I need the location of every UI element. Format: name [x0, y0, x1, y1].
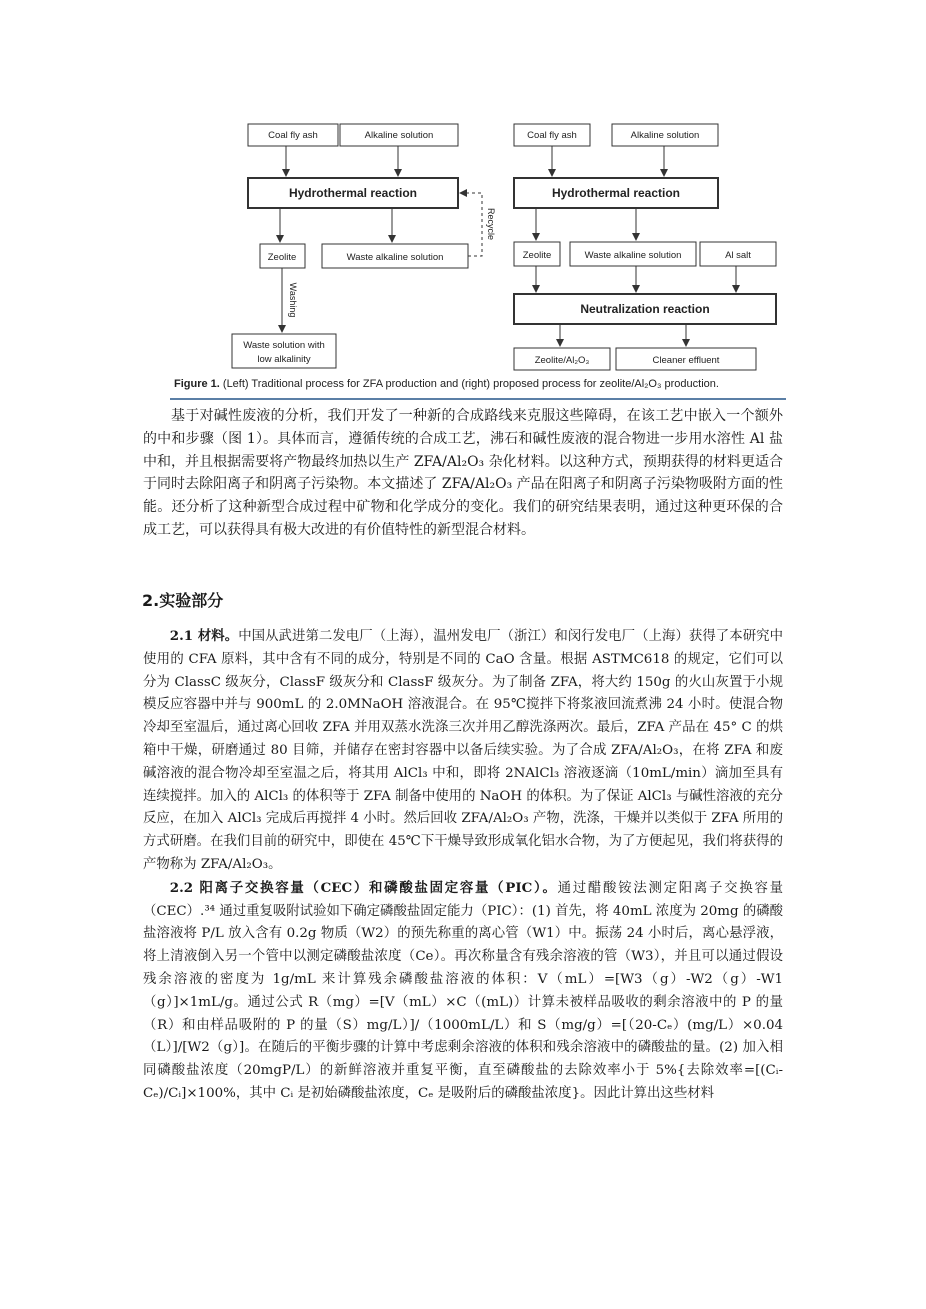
label-al-salt-right: Al salt	[725, 250, 751, 261]
label-recycle: Recycle	[486, 207, 496, 241]
figure-caption-label: Figure 1.	[174, 378, 220, 390]
paragraph-2-1	[143, 625, 783, 877]
figure-caption	[174, 378, 786, 390]
paragraph-2-2	[143, 877, 783, 1106]
text-2-2: 通过醋酸铵法测定阳离子交换容量（CEC）.³⁴ 通过重复吸附试验如下确定磷酸盐固定能力（PIC）：(1) 首先，将 40mL 浓度为 20mg 的磷酸盐溶液将 P/L 放入含有 0.2g 物质（W2）的预先称重的离心管（W1）中。振荡 24 小时后，离心悬浮液，将上清液倒入另一个管中以测定磷酸盐浓度（Ce）。再次称量含有残余溶液的管（W3），并且可以通过假设残余溶液的密度为 1g/mL 来计算残余磷酸盐溶液的体积：V（mL）=[W3（g）-W2（g）-W1（g）]×1mL/g。通过公式 R（mg）=[V（mL）×C（(mL)）计算未被样品吸收的剩余溶液中的 P 的量（R）和由样品吸附的 P 的量（S）mg/L）]/（1000mL/L）和 S（mg/g）=[（20-Cₑ）(mg/L）×0.04（L）]/[W2（g）]。在随后的平衡步骤的计算中考虑剩余溶液的体积和残余溶液中的磷酸盐的量。(2) 加入相同磷酸盐浓度（20mgP/L）的新鲜溶液并重复平衡，直至磷酸盐的去除效率小于 5%{去除效率=[(Cᵢ-Cₑ)/Cᵢ]×100%，其中 Cᵢ 是初始磷酸盐浓度，Cₑ 是吸附后的磷酸盐浓度}。因此计算出这些材料	[143, 880, 783, 1101]
figure-1-flowchart	[170, 112, 786, 402]
experimental-section	[143, 625, 783, 1106]
text-2-1: 中国从武进第二发电厂（上海），温州发电厂（浙江）和闵行发电厂（上海）获得了本研究中使用的 CFA 原料，其中含有不同的成分，特别是不同的 CaO 含量。根据 ASTMC618 的规定，它们可以分为 ClassC 级灰分，ClassF 级灰分和 ClassF 级灰分。为了制备 ZFA，将大约 150g 的火山灰置于小规模反应容器中并与 900mL 的 2.0MNaOH 溶液混合。在 95℃搅拌下将浆液回流煮沸 24 小时。使混合物冷却至室温后，通过离心回收 ZFA 并用双蒸水洗涤三次并用乙醇洗涤两次。最后，ZFA 产品在 45° C 的烘箱中干燥，研磨通过 80 目筛，并储存在密封容器中以备后续实验。为了合成 ZFA/Al₂O₃，在将 ZFA 和废碱溶液的混合物冷却至室温之后，将其用 AlCl₃ 中和，即将 2NAlCl₃ 溶液逐滴（10mL/min）滴加至具有连续搅拌。加入的 AlCl₃ 的体积等于 ZFA 制备中使用的 NaOH 的体积。为了保证 AlCl₃ 与碱性溶液的充分反应，在加入 AlCl₃ 完成后再搅拌 4 小时。然后回收 ZFA/Al₂O₃ 产物，洗涤，干燥并以类似于 ZFA 所用的方式研磨。在我们目前的研究中，即使在 45℃下干燥导致形成氧化铝水合物，为了方便起见，我们将获得的产物称为 ZFA/Al₂O₃。	[143, 629, 783, 872]
label-alkaline-left: Alkaline solution	[364, 130, 434, 141]
figure-caption-text: (Left) Traditional process for ZFA production and (right) proposed process for zeolite/Al₂O₃ production.	[219, 378, 719, 390]
label-coal-fly-ash-left: Coal fly ash	[268, 130, 318, 141]
label-hydrothermal-left: Hydrothermal reaction	[288, 186, 418, 200]
label-waste-solution-2: low alkalinity	[257, 354, 311, 365]
label-zeolite-al2o3-right: Zeolite/Al₂O₃	[534, 355, 590, 366]
section-title: 2.实验部分	[142, 591, 224, 610]
label-alkaline-right: Alkaline solution	[630, 130, 700, 141]
label-neutralization-right: Neutralization reaction	[580, 302, 710, 316]
label-zeolite-right: Zeolite	[522, 250, 552, 261]
heading-2-2: 2.2 阳离子交换容量（CEC）和磷酸盐固定容量（PIC）。	[169, 879, 558, 896]
intro-section	[143, 405, 783, 542]
label-hydrothermal-right: Hydrothermal reaction	[551, 186, 681, 200]
label-washing: Washing	[288, 282, 298, 318]
intro-paragraph: 基于对碱性废液的分析，我们开发了一种新的合成路线来克服这些障碍，在该工艺中嵌入一个额外的中和步骤（图 1）。具体而言，遵循传统的合成工艺，沸石和碱性废液的混合物进一步用水溶性 Al 盐中和，并且根据需要将产物最终加热以生产 ZFA/Al₂O₃ 杂化材料。以这种方式，预期获得的材料更适合于同时去除阳离子和阴离子污染物。本文描述了 ZFA/Al₂O₃ 产品在阳离子和阴离子污染物吸附方面的性能。还分析了这种新型合成过程中矿物和化学成分的变化。我们的研究结果表明，通过这种更环保的合成工艺，可以获得具有极大改进的有价值特性的新型混合材料。	[143, 408, 783, 538]
label-waste-solution-1: Waste solution with	[243, 340, 325, 351]
figure-divider	[170, 398, 786, 400]
label-waste-alkaline-left: Waste alkaline solution	[346, 252, 444, 263]
label-coal-fly-ash-right: Coal fly ash	[527, 130, 577, 141]
label-zeolite-left: Zeolite	[267, 252, 297, 263]
heading-2-1: 2.1 材料。	[169, 628, 239, 644]
label-cleaner-effluent-right: Cleaner effluent	[652, 355, 720, 366]
label-waste-alkaline-right: Waste alkaline solution	[584, 250, 682, 261]
